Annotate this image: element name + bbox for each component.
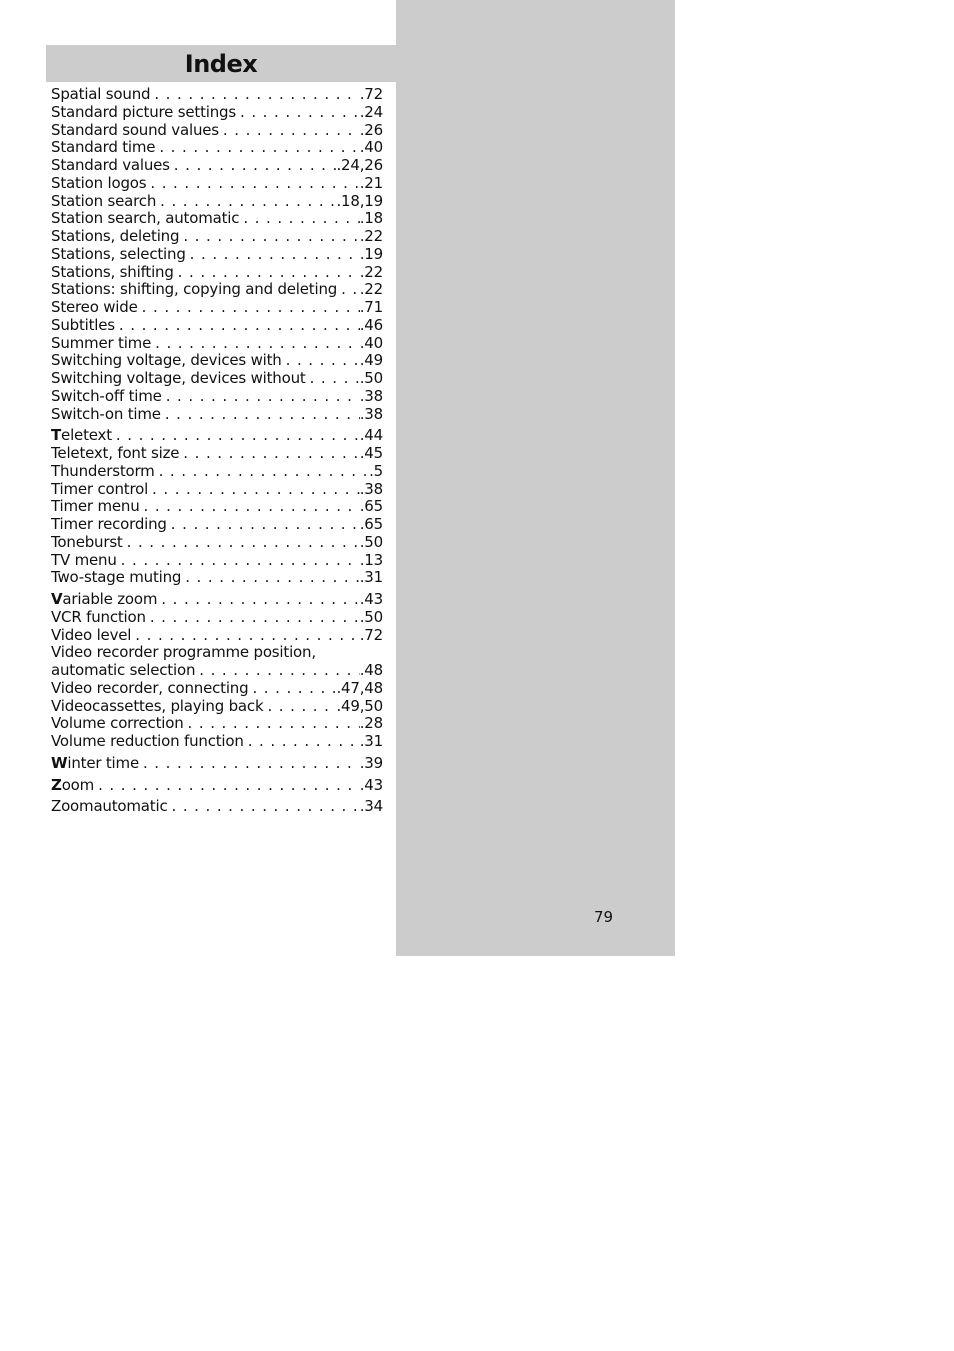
- index-entry: [51, 609, 383, 627]
- index-entry: [51, 481, 383, 499]
- dot-leader: [190, 246, 360, 264]
- index-entry: [51, 516, 383, 534]
- index-entry: [51, 228, 383, 246]
- entry-term: Stations: shifting, copying and deleting: [51, 281, 338, 299]
- entry-term: eletext: [61, 427, 112, 445]
- entry-term: inter time: [67, 754, 139, 772]
- index-entry: [51, 175, 383, 193]
- entry-page: .38: [359, 480, 383, 498]
- entry-term: TV menu: [51, 551, 117, 569]
- entry-label: [51, 591, 161, 609]
- entry-term: Toneburst: [51, 533, 123, 551]
- entry-page: .50: [359, 370, 383, 387]
- dot-leader: [183, 228, 359, 246]
- entry-label: [51, 157, 174, 175]
- entry-page: .50: [359, 533, 383, 551]
- entry-label: [51, 388, 166, 406]
- entry-page: .72: [359, 86, 383, 103]
- entry-term: Station logos: [51, 174, 147, 192]
- dot-leader: [185, 569, 360, 587]
- title-bar: [46, 45, 396, 82]
- dot-leader: [142, 299, 360, 317]
- entry-label: [51, 534, 127, 552]
- dot-leader: [155, 335, 360, 353]
- index-entry: [51, 139, 383, 157]
- entry-term: Stereo wide: [51, 299, 138, 316]
- entry-initial-letter: Z: [51, 776, 62, 794]
- entry-page: .40: [359, 139, 383, 157]
- entry-term: Timer menu: [51, 498, 140, 516]
- entry-label: [51, 175, 150, 193]
- index-entry: [51, 406, 383, 424]
- dot-leader: [160, 193, 336, 211]
- entry-label: [51, 481, 152, 499]
- entry-label: [51, 463, 159, 481]
- entry-label: [51, 680, 252, 698]
- entry-page: .18: [359, 210, 383, 228]
- dot-leader: [248, 733, 360, 751]
- entry-page: .40: [359, 334, 383, 352]
- dot-leader: [178, 264, 360, 282]
- entry-page: .65: [359, 516, 383, 533]
- entry-page: .26: [359, 121, 383, 139]
- dot-leader: [159, 463, 369, 481]
- index-entry: [51, 388, 383, 406]
- entry-term: Videocassettes, playing back: [51, 697, 264, 715]
- entry-label: [51, 445, 183, 463]
- dot-leader: [166, 388, 360, 406]
- entry-term: Station search: [51, 192, 157, 210]
- entry-page: .49,50: [336, 697, 383, 715]
- entry-page: .72: [359, 626, 383, 644]
- entry-page: .71: [359, 299, 383, 316]
- entry-label: [51, 798, 172, 816]
- dot-leader: [188, 715, 360, 733]
- right-margin-panel: [396, 0, 675, 956]
- index-entry: [51, 157, 383, 175]
- index-entry: [51, 352, 383, 370]
- index-entry: [51, 193, 383, 211]
- dot-leader: [223, 122, 360, 140]
- entry-term: Spatial sound: [51, 86, 151, 103]
- entry-label: [51, 370, 310, 388]
- index-entry: [51, 210, 383, 228]
- entry-label: [51, 139, 159, 157]
- dot-leader: [143, 755, 360, 773]
- entry-label: [51, 246, 190, 264]
- entry-label: [51, 662, 199, 680]
- entry-term: Zoomautomatic: [51, 798, 168, 816]
- dot-leader: [154, 86, 359, 104]
- entry-label: [51, 352, 286, 370]
- index-entry: [51, 777, 383, 795]
- entry-page: .13: [359, 551, 383, 569]
- dot-leader: [135, 627, 359, 645]
- entry-term: Standard values: [51, 157, 170, 174]
- entry-page: .47,48: [336, 679, 383, 697]
- entry-term: Timer control: [51, 480, 149, 498]
- entry-term: Subtitles: [51, 316, 115, 334]
- index-entry: [51, 715, 383, 733]
- entry-label: [51, 777, 98, 795]
- entry-label: [51, 552, 121, 570]
- entry-label: [51, 86, 154, 104]
- entry-page: .22: [359, 228, 383, 245]
- entry-term: Teletext, font size: [51, 445, 180, 462]
- index-entry: [51, 335, 383, 353]
- entry-label: [51, 569, 185, 587]
- entry-page: .22: [359, 263, 383, 281]
- entry-term: Two-stage muting: [51, 569, 182, 587]
- entry-label: [51, 104, 240, 122]
- index-entry: [51, 299, 383, 317]
- entry-page: .65: [359, 498, 383, 516]
- entry-term: Video recorder, connecting: [51, 679, 249, 697]
- dot-leader: [243, 210, 359, 228]
- index-entry: [51, 534, 383, 552]
- index-entry: [51, 317, 383, 335]
- entry-page: .48: [359, 662, 383, 679]
- dot-leader: [150, 175, 359, 193]
- entry-label: [51, 427, 116, 445]
- entry-label: [51, 698, 267, 716]
- dot-leader: [144, 498, 360, 516]
- index-list: [51, 86, 383, 816]
- entry-label: [51, 715, 188, 733]
- entry-page: .24: [359, 103, 383, 121]
- index-entry: [51, 281, 383, 299]
- index-entry: [51, 445, 383, 463]
- entry-label: [51, 122, 223, 140]
- index-entry: [51, 370, 383, 388]
- entry-label: [51, 228, 183, 246]
- entry-page: .50: [359, 608, 383, 626]
- entry-label: [51, 299, 142, 317]
- entry-label: [51, 317, 119, 335]
- entry-term: ariable zoom: [62, 591, 158, 608]
- entry-initial-letter: W: [51, 754, 68, 772]
- entry-term: Switch-off time: [51, 387, 162, 405]
- index-entry: [51, 733, 383, 751]
- entry-page: .43: [359, 591, 383, 608]
- dot-leader: [152, 481, 360, 499]
- dot-leader: [121, 552, 360, 570]
- dot-leader: [286, 352, 360, 370]
- entry-initial-letter: T: [51, 427, 62, 445]
- entry-term: Timer recording: [51, 516, 167, 533]
- dot-leader: [310, 370, 360, 388]
- entry-term: Summer time: [51, 334, 152, 352]
- entry-page: .43: [359, 776, 383, 794]
- entry-term: VCR function: [51, 608, 146, 626]
- entry-label: [51, 733, 248, 751]
- entry-label: [51, 281, 341, 299]
- index-entry: [51, 122, 383, 140]
- entry-label: [51, 627, 135, 645]
- entry-label: [51, 406, 165, 424]
- dot-leader: [171, 516, 360, 534]
- entry-term: Switching voltage, devices without: [51, 370, 306, 387]
- entry-page: .49: [359, 352, 383, 370]
- entry-term: Volume reduction function: [51, 733, 244, 750]
- index-entry: [51, 246, 383, 264]
- index-entry: [51, 627, 383, 645]
- index-entry: [51, 662, 383, 680]
- entry-page: .45: [359, 445, 383, 462]
- dot-leader: [116, 427, 360, 445]
- index-entry: [51, 591, 383, 609]
- entry-initial-letter: V: [51, 591, 63, 608]
- dot-leader: [172, 798, 360, 816]
- index-entry: [51, 463, 383, 481]
- entry-term: Switching voltage, devices with: [51, 352, 282, 370]
- dot-leader: [252, 680, 336, 698]
- entry-term: Standard picture settings: [51, 103, 236, 121]
- dot-leader: [240, 104, 360, 122]
- dot-leader: [119, 317, 360, 335]
- entry-label: [51, 210, 243, 228]
- index-entry: Video recorder programme position,: [51, 643, 316, 662]
- entry-page: .38: [359, 405, 383, 423]
- entry-term: Switch-on time: [51, 405, 161, 423]
- page-number: 79: [594, 908, 614, 926]
- index-entry: [51, 264, 383, 282]
- entry-page: .19: [359, 245, 383, 263]
- entry-page: .34: [359, 798, 383, 816]
- index-entry: [51, 755, 383, 773]
- entry-page: .24,26: [336, 157, 383, 174]
- entry-label: [51, 498, 144, 516]
- entry-term: Standard time: [51, 139, 156, 157]
- entry-term: oom: [61, 776, 95, 794]
- dot-leader: [161, 591, 359, 609]
- entry-label: [51, 193, 160, 211]
- entry-page: .31: [359, 569, 383, 587]
- index-entry: [51, 86, 383, 104]
- dot-leader: [341, 281, 360, 299]
- entry-term: Stations, selecting: [51, 245, 186, 263]
- entry-page: .46: [359, 316, 383, 334]
- entry-page: .22: [359, 281, 383, 299]
- entry-page: .28: [359, 715, 383, 733]
- entry-term: automatic selection: [51, 662, 196, 679]
- entry-term: Volume correction: [51, 715, 184, 733]
- dot-leader: [98, 777, 360, 795]
- dot-leader: [267, 698, 336, 716]
- index-entry: [51, 104, 383, 122]
- index-entry: [51, 698, 383, 716]
- entry-page: .31: [359, 733, 383, 750]
- entry-page: .5: [369, 462, 383, 480]
- entry-page: .18,19: [336, 192, 383, 210]
- entry-term: Stations, deleting: [51, 228, 180, 245]
- entry-term: Video level: [51, 626, 132, 644]
- dot-leader: [199, 662, 359, 680]
- entry-page: .44: [359, 427, 383, 445]
- index-entry: [51, 427, 383, 445]
- entry-term: Stations, shifting: [51, 263, 174, 281]
- entry-term: Standard sound values: [51, 121, 219, 139]
- index-entry: [51, 798, 383, 816]
- index-entry: [51, 552, 383, 570]
- dot-leader: [127, 534, 360, 552]
- index-entry: [51, 498, 383, 516]
- entry-label: [51, 755, 143, 773]
- entry-page: .39: [359, 754, 383, 772]
- entry-page: .38: [359, 387, 383, 405]
- dot-leader: [183, 445, 359, 463]
- entry-label: [51, 516, 171, 534]
- dot-leader: [165, 406, 360, 424]
- index-entry: [51, 680, 383, 698]
- entry-label: [51, 264, 178, 282]
- entry-label: [51, 609, 150, 627]
- index-entry: [51, 569, 383, 587]
- entry-term: Station search, automatic: [51, 210, 240, 228]
- dot-leader: [159, 139, 359, 157]
- entry-label: [51, 335, 155, 353]
- dot-leader: [174, 157, 337, 175]
- page-title: Index: [184, 49, 258, 78]
- dot-leader: [150, 609, 360, 627]
- entry-page: .21: [359, 174, 383, 192]
- entry-term: Thunderstorm: [51, 462, 155, 480]
